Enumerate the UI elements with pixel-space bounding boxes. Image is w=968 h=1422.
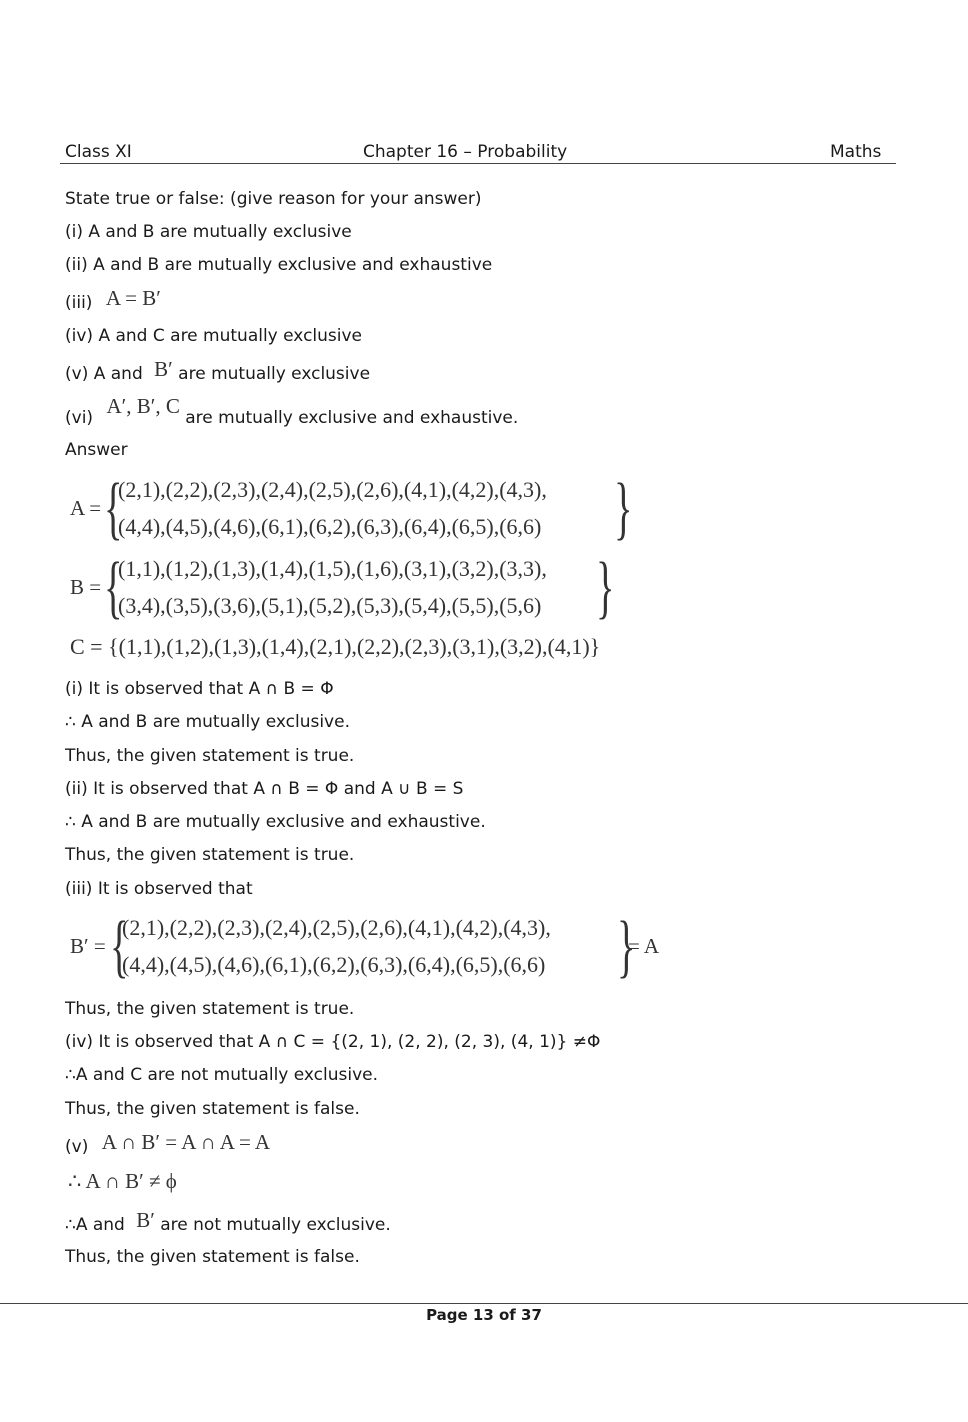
answer-iv-conclusion: ∴A and C are not mutually exclusive. — [65, 1065, 379, 1085]
question-v — [65, 357, 371, 385]
answer-i-conclusion: ∴ A and B are mutually exclusive. — [65, 712, 350, 732]
question-intro: State true or false: (give reason for your answer) — [65, 189, 482, 209]
answer-v-conclusion-pre: ∴A and — [65, 1215, 125, 1235]
header-rule — [60, 163, 896, 164]
answer-v-conclusion — [65, 1208, 391, 1236]
set-b-row-2: (3,4),(3,5),(3,6),(5,1),(5,2),(5,3),(5,4),(5,5),(5,6) — [118, 593, 542, 618]
set-b-prime-close-brace: } — [617, 908, 636, 985]
set-b-prime-row-1: (2,1),(2,2),(2,3),(2,4),(2,5),(2,6),(4,1),(4,2),(4,3), — [122, 915, 551, 940]
set-a-row-1: (2,1),(2,2),(2,3),(2,4),(2,5),(2,6),(4,1),(4,2),(4,3), — [118, 477, 547, 502]
set-a-close-brace: } — [614, 470, 633, 547]
answer-ii-verdict: Thus, the given statement is true. — [65, 845, 355, 865]
set-b-prime-label: B′ = — [70, 934, 106, 958]
answer-v-label: (v) — [65, 1137, 89, 1157]
answer-v-therefore-math: ∴ A ∩ B′ ≠ ϕ — [68, 1169, 177, 1193]
set-b-prime-open-brace: { — [110, 908, 129, 985]
question-iii-label: (iii) — [65, 293, 93, 313]
footer-rule — [0, 1303, 968, 1304]
set-b-row-1: (1,1),(1,2),(1,3),(1,4),(1,5),(1,6),(3,1),(3,2),(3,3), — [118, 556, 547, 581]
answer-v-conclusion-post: are not mutually exclusive. — [160, 1215, 391, 1235]
set-a-row-2: (4,4),(4,5),(4,6),(6,1),(6,2),(6,3),(6,4),(6,5),(6,6) — [118, 514, 542, 539]
question-v-pre: (v) A and — [65, 364, 143, 384]
answer-iv-verdict: Thus, the given statement is false. — [65, 1099, 360, 1119]
answer-ii-conclusion: ∴ A and B are mutually exclusive and exhaustive. — [65, 812, 486, 832]
set-c: C = {(1,1),(1,2),(1,3),(1,4),(2,1),(2,2),(2,3),(3,1),(3,2),(4,1)} — [70, 634, 601, 659]
answer-v-math: A ∩ B′ = A ∩ A = A — [101, 1130, 271, 1154]
answer-iii: (iii) It is observed that — [65, 879, 253, 899]
set-b-open-brace: { — [104, 549, 123, 626]
header-class: Class XI — [65, 142, 132, 162]
answer-v — [65, 1130, 271, 1158]
question-iii-math: A = B′ — [105, 286, 161, 310]
set-a-open-brace: { — [104, 470, 123, 547]
question-vi-math: A′, B′, C — [106, 394, 180, 418]
question-ii: (ii) A and B are mutually exclusive and exhaustive — [65, 255, 493, 275]
question-vi — [65, 394, 519, 429]
answer-v-conclusion-math: B′ — [136, 1208, 155, 1232]
set-b-close-brace: } — [596, 549, 615, 626]
answer-ii: (ii) It is observed that A ∩ B = Φ and A ∪ B = S — [65, 779, 464, 799]
question-v-math: B′ — [154, 357, 173, 381]
answer-v-verdict: Thus, the given statement is false. — [65, 1247, 360, 1267]
answer-i: (i) It is observed that A ∩ B = Φ — [65, 679, 334, 699]
question-iv: (iv) A and C are mutually exclusive — [65, 326, 363, 346]
question-iii — [65, 286, 161, 314]
answer-iv: (iv) It is observed that A ∩ C = {(2, 1), (2, 2), (2, 3), (4, 1)} ≠Φ — [65, 1032, 601, 1052]
set-b-prime-row-2: (4,4),(4,5),(4,6),(6,1),(6,2),(6,3),(6,4),(6,5),(6,6) — [122, 952, 546, 977]
question-vi-post: are mutually exclusive and exhaustive. — [185, 408, 519, 428]
answer-heading: Answer — [65, 440, 128, 460]
answer-i-verdict: Thus, the given statement is true. — [65, 746, 355, 766]
header-chapter: Chapter 16 – Probability — [363, 142, 568, 162]
answer-v-therefore — [68, 1170, 177, 1194]
page-number: Page 13 of 37 — [426, 1306, 542, 1324]
question-i: (i) A and B are mutually exclusive — [65, 222, 352, 242]
set-b-prime-equals: = A — [628, 934, 660, 958]
header-subject: Maths — [830, 142, 882, 162]
answer-iii-verdict: Thus, the given statement is true. — [65, 999, 355, 1019]
set-a-label: A = — [70, 496, 102, 520]
question-v-post: are mutually exclusive — [178, 364, 371, 384]
question-vi-label: (vi) — [65, 408, 94, 428]
set-b-label: B = — [70, 575, 102, 599]
